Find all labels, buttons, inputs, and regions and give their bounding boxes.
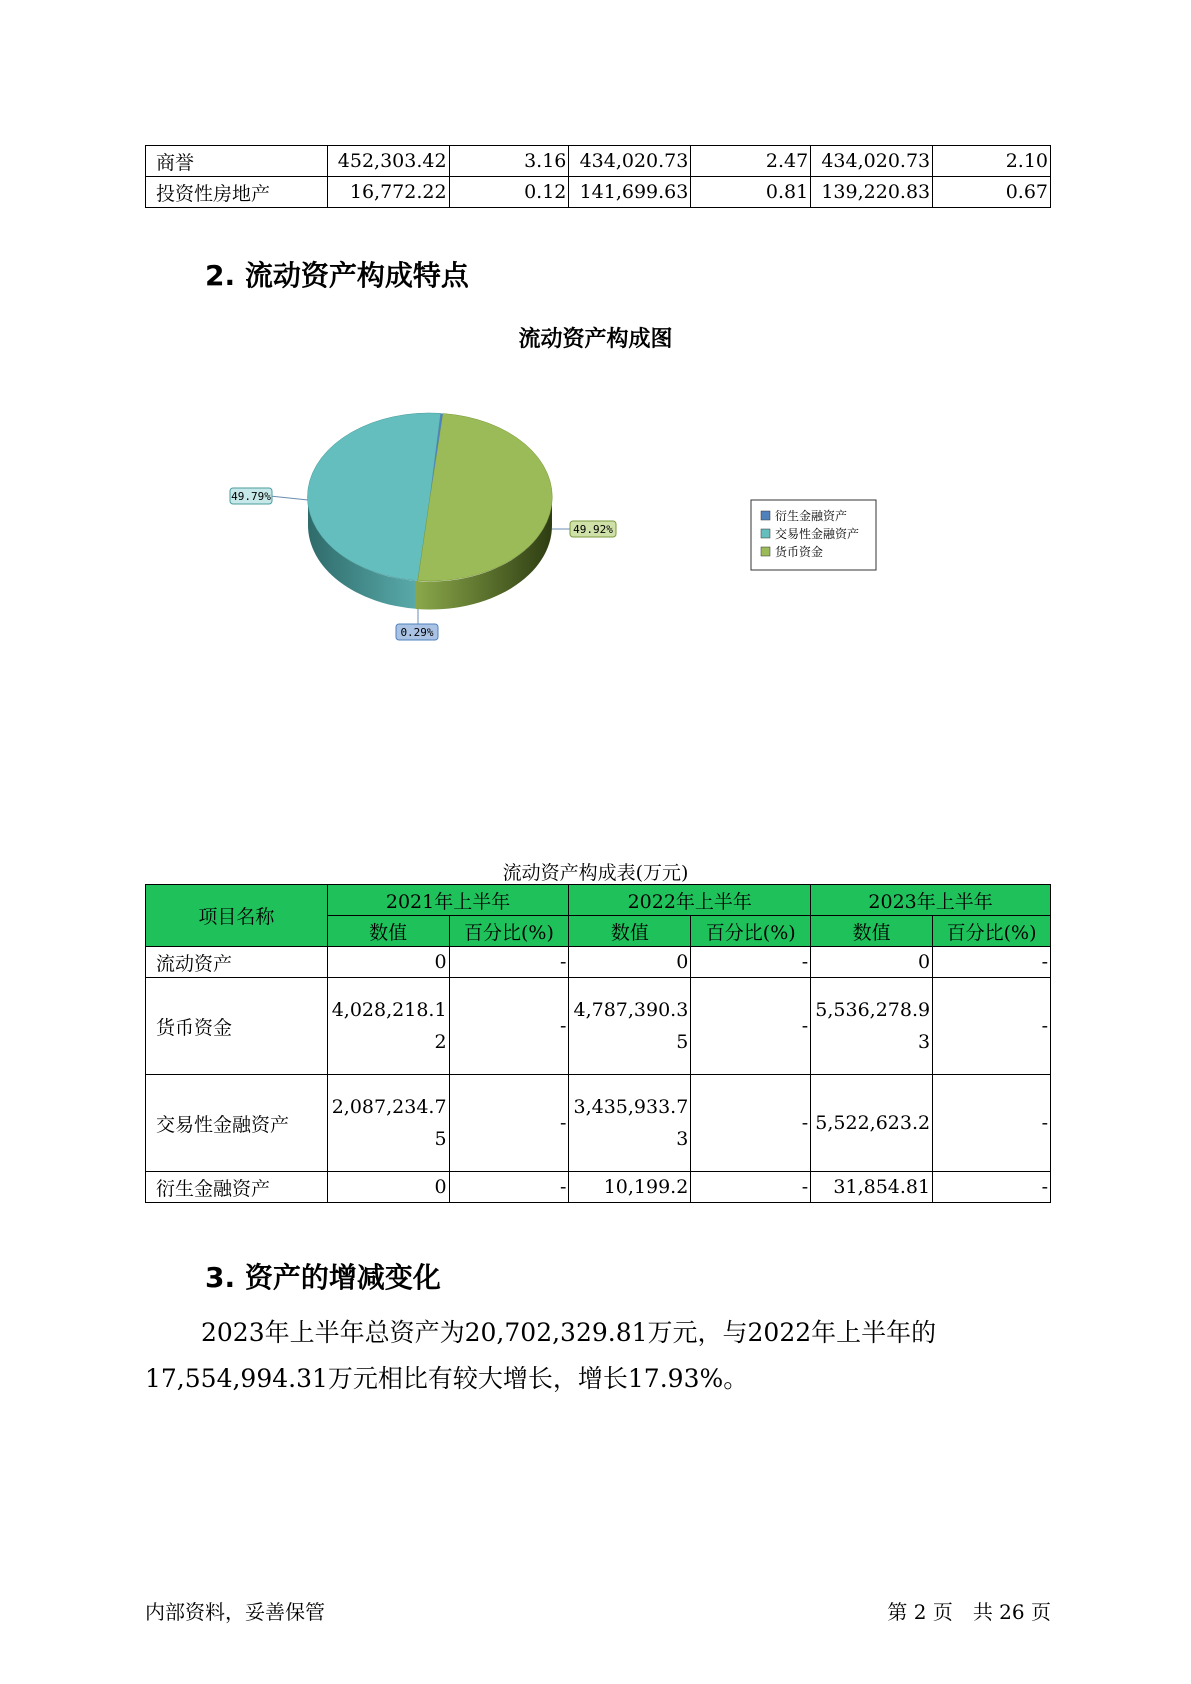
- cell: -: [933, 1172, 1051, 1203]
- footer-left: 内部资料，妥善保管: [145, 1600, 325, 1624]
- summary-paragraph: 2023年上半年总资产为20,702,329.81万元，与2022年上半年的17,554,994.31万元相比有较大增长，增长17.93%。: [145, 1318, 937, 1393]
- cell: -: [449, 1075, 569, 1172]
- cell: 10,199.2: [569, 1172, 691, 1203]
- cell: -: [933, 1075, 1051, 1172]
- header-percent: 百分比(%): [933, 916, 1051, 947]
- cell: 434,020.73: [569, 146, 691, 177]
- cell-text: 2,087,234.75: [331, 1096, 447, 1150]
- header-value: 数值: [811, 916, 933, 947]
- legend-swatch-green: [761, 547, 770, 556]
- header-value: 数值: [569, 916, 691, 947]
- cell: [327, 1075, 449, 1172]
- cell: -: [691, 1172, 811, 1203]
- header-row: [146, 885, 1051, 916]
- data-label-blue: 0.29%: [400, 626, 434, 639]
- row-name: 投资性房地产: [146, 177, 328, 208]
- cell: -: [933, 947, 1051, 978]
- cell: 0.81: [691, 177, 811, 208]
- cell: -: [691, 978, 811, 1075]
- cell: [327, 978, 449, 1075]
- cell: -: [449, 947, 569, 978]
- cell: [569, 978, 691, 1075]
- cell: 0: [327, 1172, 449, 1203]
- cell-text: 4,028,218.12: [331, 999, 447, 1053]
- cell: 434,020.73: [811, 146, 933, 177]
- footer-page-number: 第 2 页 共 26 页: [887, 1600, 1051, 1624]
- cell-text: 5,522,623.2: [815, 1112, 931, 1134]
- legend-label-monetary: 货币资金: [775, 545, 824, 559]
- cell: -: [691, 1075, 811, 1172]
- cell-text: 4,787,390.35: [573, 999, 689, 1053]
- header-percent: 百分比(%): [449, 916, 569, 947]
- cell: -: [449, 978, 569, 1075]
- table-row: [146, 146, 1051, 177]
- cell: [569, 1075, 691, 1172]
- table-row: [146, 978, 1051, 1075]
- row-name: 流动资产: [146, 947, 328, 978]
- cell: -: [933, 978, 1051, 1075]
- cell: 16,772.22: [327, 177, 449, 208]
- table-row: [146, 1172, 1051, 1203]
- cell-text: 3,435,933.73: [573, 1096, 689, 1150]
- table-caption: 流动资产构成表(万元): [502, 862, 689, 884]
- section-3-heading: 3. 资产的增减变化: [205, 1261, 441, 1294]
- legend-swatch-blue: [761, 511, 770, 520]
- cell: 31,854.81: [811, 1172, 933, 1203]
- chart-title: 流动资产构成图: [518, 327, 673, 352]
- header-year-2023: 2023年上半年: [811, 885, 1051, 916]
- cell: 139,220.83: [811, 177, 933, 208]
- row-name: 货币资金: [146, 978, 328, 1075]
- table-row: [146, 947, 1051, 978]
- cell: 0.12: [449, 177, 569, 208]
- cell: 141,699.63: [569, 177, 691, 208]
- cell: 0: [327, 947, 449, 978]
- cell: 0: [569, 947, 691, 978]
- cell: 2.47: [691, 146, 811, 177]
- cell: -: [449, 1172, 569, 1203]
- cell: 2.10: [933, 146, 1051, 177]
- header-item-name: 项目名称: [146, 885, 328, 947]
- data-label-green: 49.92%: [573, 523, 613, 536]
- legend-label-trading: 交易性金融资产: [775, 527, 860, 541]
- legend-swatch-teal: [761, 529, 770, 538]
- section-2-heading: 2. 流动资产构成特点: [205, 259, 469, 292]
- table-row: [146, 177, 1051, 208]
- leader-line-teal: [270, 496, 308, 500]
- cell: [811, 1075, 933, 1172]
- asset-table-continued: [145, 145, 1051, 208]
- pie-chart: [200, 395, 900, 645]
- cell: 0: [811, 947, 933, 978]
- row-name: 衍生金融资产: [146, 1172, 328, 1203]
- cell: 0.67: [933, 177, 1051, 208]
- row-name: 商誉: [146, 146, 328, 177]
- header-year-2021: 2021年上半年: [327, 885, 569, 916]
- cell: 452,303.42: [327, 146, 449, 177]
- header-percent: 百分比(%): [691, 916, 811, 947]
- data-label-teal: 49.79%: [231, 490, 271, 503]
- current-assets-table: [145, 884, 1051, 1203]
- cell: [811, 978, 933, 1075]
- cell-text: 5,536,278.93: [815, 999, 931, 1053]
- table-row: [146, 1075, 1051, 1172]
- row-name: 交易性金融资产: [146, 1075, 328, 1172]
- cell: 3.16: [449, 146, 569, 177]
- header-value: 数值: [327, 916, 449, 947]
- legend-label-derivative: 衍生金融资产: [775, 509, 848, 523]
- cell: -: [691, 947, 811, 978]
- header-year-2022: 2022年上半年: [569, 885, 811, 916]
